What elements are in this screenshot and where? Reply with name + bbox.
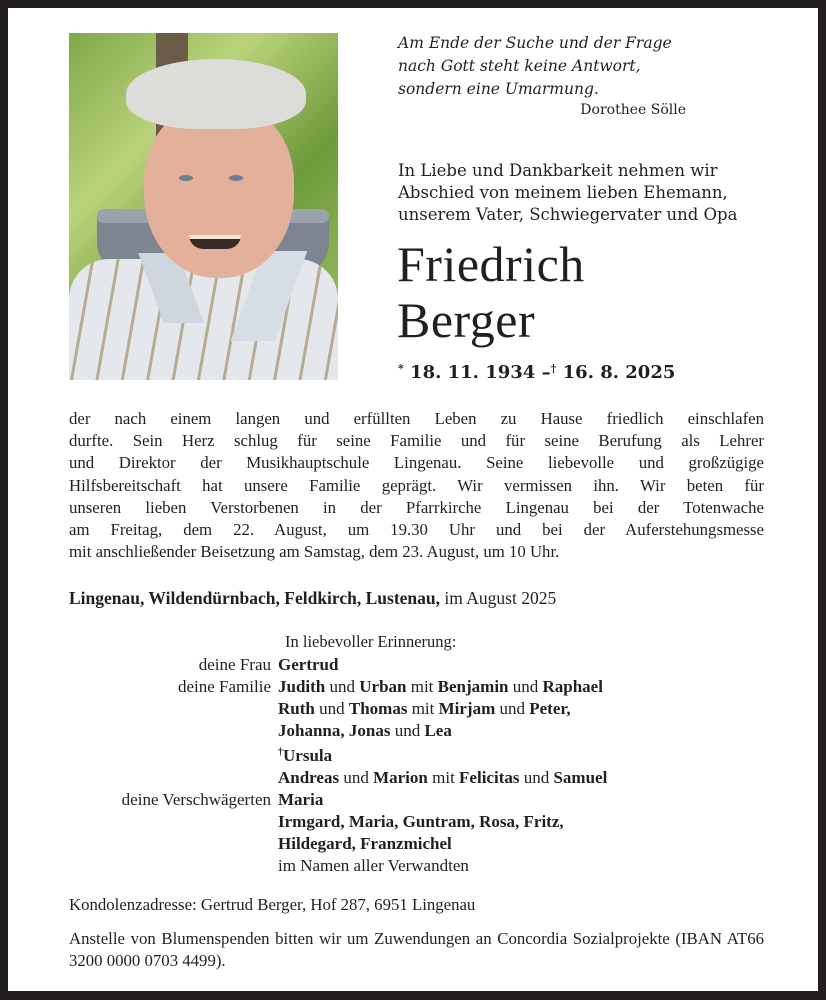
family-relation-label	[8, 742, 278, 767]
family-member-name: Maria	[278, 790, 324, 809]
family-relation-label	[8, 698, 278, 720]
family-member-name: Samuel	[553, 768, 608, 787]
family-names	[278, 833, 818, 855]
family-member-name: Gertrud	[278, 655, 339, 674]
family-connector: und	[325, 677, 360, 696]
family-connector: mit	[406, 677, 438, 696]
family-member-name: Ursula	[283, 746, 333, 765]
death-symbol: †	[550, 362, 557, 375]
family-connector: mit	[407, 699, 439, 718]
family-member-name: Thomas	[348, 699, 408, 718]
family-member-name: Judith	[278, 677, 326, 696]
life-dates	[398, 362, 675, 383]
date-separator: –	[541, 362, 551, 383]
family-member-name: Ruth	[278, 699, 315, 718]
family-relation-label	[8, 720, 278, 742]
quote-line: Am Ende der Suche und der Frage	[398, 34, 672, 52]
family-row	[8, 720, 818, 742]
family-relation-label: deine Verschwägerten	[121, 790, 271, 809]
family-member-name: Benjamin	[437, 677, 509, 696]
family-connector: und	[390, 721, 425, 740]
family-connector: und	[314, 699, 349, 718]
family-member-name: †	[278, 747, 283, 758]
body-line: durfte. Sein Herz schlug für seine Familie und für seine Berufung als Lehrer	[69, 431, 764, 451]
deceased-name	[397, 236, 585, 348]
quote-line: sondern eine Umarmung.	[398, 80, 599, 98]
family-relation-label	[8, 811, 278, 833]
family-member-name: Lea	[424, 721, 452, 740]
memory-heading: In liebevoller Erinnerung:	[285, 632, 457, 651]
body-line: am Freitag, dem 22. August, um 19.30 Uhr und bei der Auferstehungsmesse	[69, 520, 764, 540]
family-member-name: Johanna, Jonas	[278, 721, 391, 740]
family-member-name: Marion	[373, 768, 428, 787]
family-connector: und	[495, 699, 530, 718]
family-member-name: Hildegard, Franzmichel	[278, 834, 452, 853]
family-list	[8, 654, 818, 877]
intro-line: In Liebe und Dankbarkeit nehmen wir	[398, 161, 718, 180]
first-name: Friedrich	[397, 236, 585, 292]
intro-line: unserem Vater, Schwiegervater und Opa	[398, 205, 738, 224]
family-names	[278, 742, 818, 767]
family-relation-label	[8, 833, 278, 855]
family-names	[278, 676, 818, 698]
birth-date: 18. 11. 1934	[410, 362, 536, 383]
places-locations: Lingenau, Wildendürnbach, Feldkirch, Lustenau,	[69, 588, 441, 608]
family-connector: und	[519, 768, 554, 787]
family-connector: mit	[427, 768, 460, 787]
intro-text	[398, 160, 768, 226]
family-names	[278, 698, 818, 720]
family-member-name: Irmgard, Maria, Guntram, Rosa, Fritz,	[278, 812, 564, 831]
body-line: der nach einem langen und erfüllten Leben zu Hause friedlich einschlafen	[69, 409, 764, 428]
family-connector: und	[508, 677, 543, 696]
family-row	[8, 855, 818, 877]
body-line: mit anschließender Beisetzung am Samstag, dem 23. August, um 10 Uhr.	[69, 542, 560, 562]
family-row	[8, 676, 818, 698]
family-names	[278, 811, 818, 833]
quote	[398, 32, 698, 101]
hair	[126, 59, 306, 129]
last-name: Berger	[397, 292, 536, 348]
family-member-name: Andreas	[278, 768, 340, 787]
family-member-name: Felicitas	[459, 768, 520, 787]
obituary-page	[8, 8, 818, 991]
family-member-name: Raphael	[542, 677, 603, 696]
family-names	[278, 789, 818, 811]
obituary-body	[69, 408, 764, 563]
family-connector: im Namen aller Verwandten	[278, 856, 469, 875]
family-names	[278, 855, 818, 877]
body-line: Hilfsbereitschaft hat unsere Familie geprägt. Wir vermissen ihn. Wir beten für	[69, 475, 764, 495]
family-row	[8, 698, 818, 720]
family-row	[8, 789, 818, 811]
quote-author: Dorothee Sölle	[580, 102, 686, 118]
portrait-photo	[69, 33, 338, 380]
quote-line: nach Gott steht keine Antwort,	[398, 57, 641, 75]
places-date: im August 2025	[444, 588, 557, 608]
eye-left	[179, 175, 193, 181]
family-relation-label	[8, 855, 278, 877]
family-row	[8, 811, 818, 833]
family-relation-label: deine Familie	[177, 677, 271, 696]
family-row	[8, 767, 818, 789]
body-line: und Direktor der Musikhauptschule Lingenau. Seine liebevolle und großzügige	[69, 453, 764, 473]
intro-line: Abschied von meinem lieben Ehemann,	[398, 183, 728, 202]
body-line: unseren lieben Verstorbenen in der Pfarrkirche Lingenau bei der Totenwache	[69, 497, 764, 517]
family-row	[8, 833, 818, 855]
donation-note: Anstelle von Blumenspenden bitten wir um Zuwendungen an Concordia Sozialprojekte (IBAN AT66 3200 0000 0703 4499).	[69, 929, 764, 970]
family-member-name: Urban	[359, 677, 407, 696]
family-names	[278, 720, 818, 742]
smile	[189, 235, 241, 249]
places-line	[69, 588, 556, 609]
family-relation-label	[8, 767, 278, 789]
birth-symbol: *	[398, 362, 404, 375]
family-connector: und	[339, 768, 374, 787]
face	[144, 103, 294, 278]
death-date: 16. 8. 2025	[562, 362, 676, 383]
family-relation-label: deine Frau	[198, 655, 271, 674]
eye-right	[229, 175, 243, 181]
family-row	[8, 654, 818, 676]
family-member-name: Peter,	[529, 699, 571, 718]
condolence-address: Kondolenzadresse: Gertrud Berger, Hof 287, 6951 Lingenau	[69, 895, 476, 914]
family-names	[278, 654, 818, 676]
family-member-name: Mirjam	[438, 699, 496, 718]
family-row	[8, 742, 818, 767]
family-names	[278, 767, 818, 789]
